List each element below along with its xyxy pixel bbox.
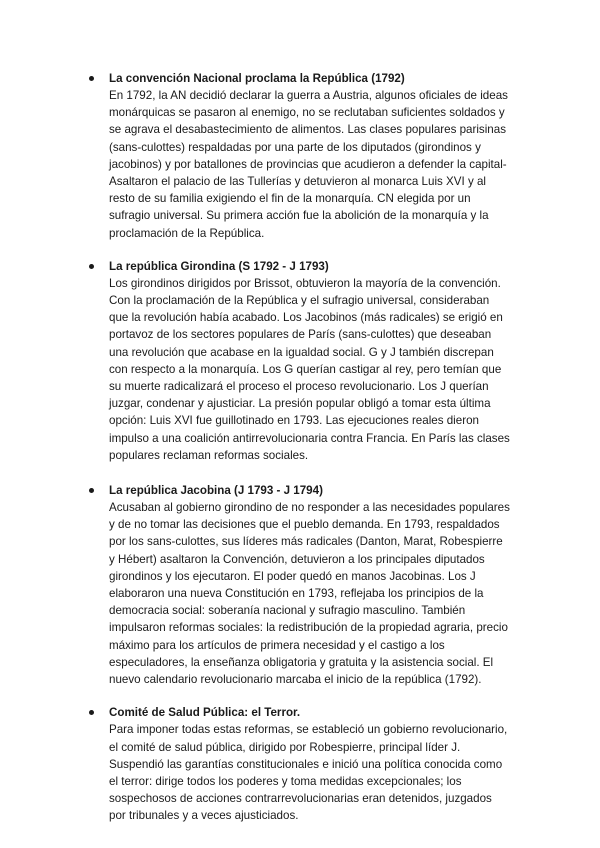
body-line: opción: Luis XVI fue guillotinado en 1793. Las ejecuciones reales dieron [109, 414, 479, 428]
body-line: el terror: dirige todos los poderes y toma medidas excepcionales; los [109, 774, 462, 788]
body-line: jacobinos) y por batallones de provincias que acudieron a defender la capital- [109, 157, 507, 171]
section-body [109, 275, 541, 464]
section-heading: La república Jacobina (J 1793 - J 1794) [109, 484, 323, 498]
section-heading: Comité de Salud Pública: el Terror. [109, 706, 301, 720]
body-line: juzgar, condenar y ajusticiar. La presión popular obligó a tomar esta última [109, 397, 491, 411]
body-line: con respecto a la monarquía. Los G querían castigar al rey, pero temían que [109, 362, 502, 376]
body-line: nuevo calendario revolucionario marcaba el inicio de la república (1792). [109, 673, 482, 687]
body-line: y de no tomar las decisiones que el pueblo demanda. En 1793, respaldados [109, 518, 500, 532]
body-line: En 1792, la AN decidió declarar la guerra a Austria, algunos oficiales de ideas [109, 89, 508, 102]
section-body [109, 87, 541, 242]
section-heading: La república Girondina (S 1792 - J 1793) [109, 259, 329, 273]
body-line: democracia social: soberanía nacional y sufragio masculino. También [109, 604, 466, 618]
section-convencion-nacional [109, 70, 541, 242]
body-line: Para imponer todas estas reformas, se estableció un gobierno revolucionario, [109, 723, 508, 737]
section-republica-girondina [109, 258, 541, 464]
section-heading: La convención Nacional proclama la República (1792) [109, 72, 405, 85]
body-line: máximo para los artículos de primera necesidad y el castigo a los [109, 638, 445, 652]
bullet-icon [89, 488, 94, 493]
bullet-icon [89, 76, 94, 81]
body-line: girondinos y los ejecutaron. El poder quedó en manos Jacobinas. Los J [109, 569, 476, 583]
body-line: resto de su familia exigiendo el fin de la monarquía. CN elegida por un [109, 192, 471, 206]
body-line: que la revolución había acabado. Los Jacobinos (más radicales) se erigió en [109, 311, 503, 325]
body-line: por los sans-culottes, sus líderes más radicales (Danton, Marat, Robespierre [109, 535, 503, 549]
body-line: impulsaron reformas sociales: la redistribución de la propiedad agraria, precio [109, 621, 508, 635]
section-republica-jacobina [109, 482, 541, 688]
body-line: portavoz de los sectores populares de París (sans-culottes) que deseaban [109, 328, 492, 342]
body-line: una revolución que acabase en la igualdad social. G y J también discrepan [109, 345, 494, 359]
body-line: proclamación de la República. [109, 226, 265, 240]
body-line: Acusaban al gobierno girondino de no responder a las necesidades populares [109, 501, 510, 515]
section-comite-salud-publica [109, 704, 541, 824]
body-line: monárquicas se pasaron al enemigo, no se reclutaban suficientes soldados y [109, 106, 505, 120]
section-body [109, 721, 541, 824]
body-line: el comité de salud pública, dirigido por Robespierre, principal líder J. [109, 740, 461, 754]
body-line: y Hébert) asaltaron la Convención, detuvieron a los principales diputados [109, 552, 485, 566]
body-line: sospechosos de acciones contrarrevolucionarias eran detenidos, juzgados [109, 792, 492, 806]
body-line: Asaltaron el palacio de las Tullerías y detuvieron al monarca Luis XVI y al [109, 175, 486, 189]
body-line: especuladores, la enseñanza obligatoria y gratuita y la asistencia social. El [109, 655, 494, 669]
body-line: Con la proclamación de la República y el sufragio universal, consideraban [109, 294, 490, 308]
body-line: elaboraron una nueva Constitución en 1793, reflejaba los principios de la [109, 587, 484, 601]
body-line: populares reclaman reformas sociales. [109, 448, 309, 462]
bullet-icon [89, 264, 94, 269]
body-line: por tribunales y a veces ajusticiados. [109, 809, 299, 823]
body-line: sufragio universal. Su primera acción fue la abolición de la monarquía y la [109, 209, 489, 223]
section-body [109, 499, 541, 688]
body-line: se agrava el desabastecimiento de alimentos. Las clases populares parisinas [109, 123, 506, 137]
bullet-icon [89, 710, 94, 715]
body-line: (sans-culottes) respaldadas por una parte de los diputados (girondinos y [109, 140, 481, 154]
body-line: Los girondinos dirigidos por Brissot, obtuvieron la mayoría de la convención. [109, 276, 501, 290]
body-line: Suspendió las garantías constitucionales e inició una política conocida como [109, 757, 503, 771]
body-line: su muerte radicalizará el proceso el proceso revolucionario. Los J querían [109, 380, 489, 394]
body-line: impulso a una coalición antirrevolucionaria contra Francia. En París las clases [109, 431, 510, 445]
